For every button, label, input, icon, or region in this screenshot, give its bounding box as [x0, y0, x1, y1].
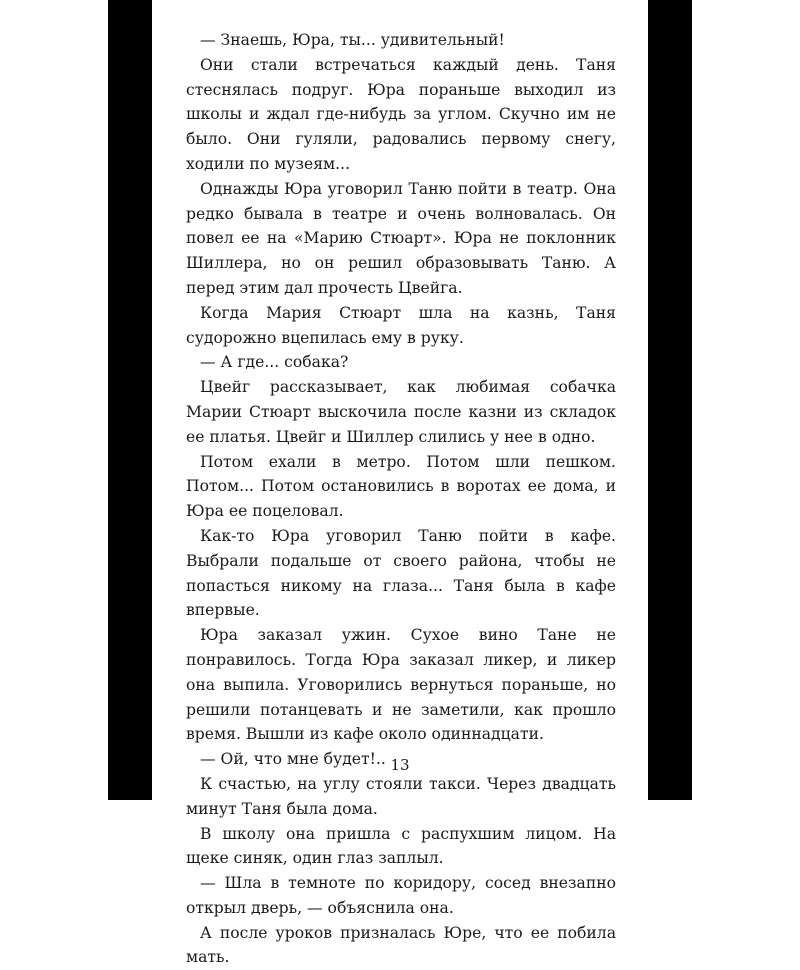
book-page	[152, 0, 648, 967]
paragraph: А после уроков призналась Юре, что ее побила мать.	[186, 923, 616, 967]
right-dark-margin	[648, 0, 692, 800]
paragraph: — Шла в темноте по коридору, сосед внезапно открыл дверь, — объяснила она.	[186, 874, 616, 917]
paragraph: К счастью, на углу стояли такси. Через двадцать минут Таня была дома.	[186, 774, 616, 818]
page-number: 13	[390, 756, 410, 774]
paragraph: — Знаешь, Юра, ты... удивительный!	[200, 31, 505, 49]
paragraph: Однажды Юра уговорил Таню пойти в театр. Она редко бывала в театре и очень волновалась. Он повел ее на «Марию Стюарт». Юра не поклонник Шиллера, но он решил образовывать Таню. А перед этим дал прочесть Цвейга.	[186, 179, 616, 297]
paragraph: В школу она пришла с распухшим лицом. На щеке синяк, один глаз заплыл.	[186, 824, 616, 868]
paragraph: Как-то Юра уговорил Таню пойти в кафе. Выбрали подальше от своего района, чтобы не попасться никому на глаза... Таня была в кафе впервые.	[186, 526, 616, 620]
page-text	[186, 28, 616, 970]
paragraph: — А где... собака?	[200, 353, 349, 372]
paragraph: Когда Мария Стюарт шла на казнь, Таня судорожно вцепилась ему в руку.	[186, 303, 616, 347]
left-dark-margin	[108, 0, 152, 800]
paragraph: Потом ехали в метро. Потом шли пешком. Потом... Потом остановились в воротах ее дома, и Юра ее поцеловал.	[186, 452, 616, 521]
paragraph: Юра заказал ужин. Сухое вино Тане не понравилось. Тогда Юра заказал ликер, и ликер она выпила. Уговорились вернуться пораньше, но решили потанцевать и не заметили, как прошло время. Вышли из кафе около одиннадцати.	[186, 626, 616, 744]
paragraph: — Ой, что мне будет!..	[200, 750, 386, 769]
paragraph: Они стали встречаться каждый день. Таня стеснялась подруг. Юра пораньше выходил из школы и ждал где-нибудь за углом. Скучно им не было. Они гуляли, радовались первому снегу, ходили по музеям...	[186, 55, 616, 173]
paragraph: Цвейг рассказывает, как любимая собачка Марии Стюарт выскочила после казни из складок ее платья. Цвейг и Шиллер слились у нее в одно.	[186, 378, 616, 446]
